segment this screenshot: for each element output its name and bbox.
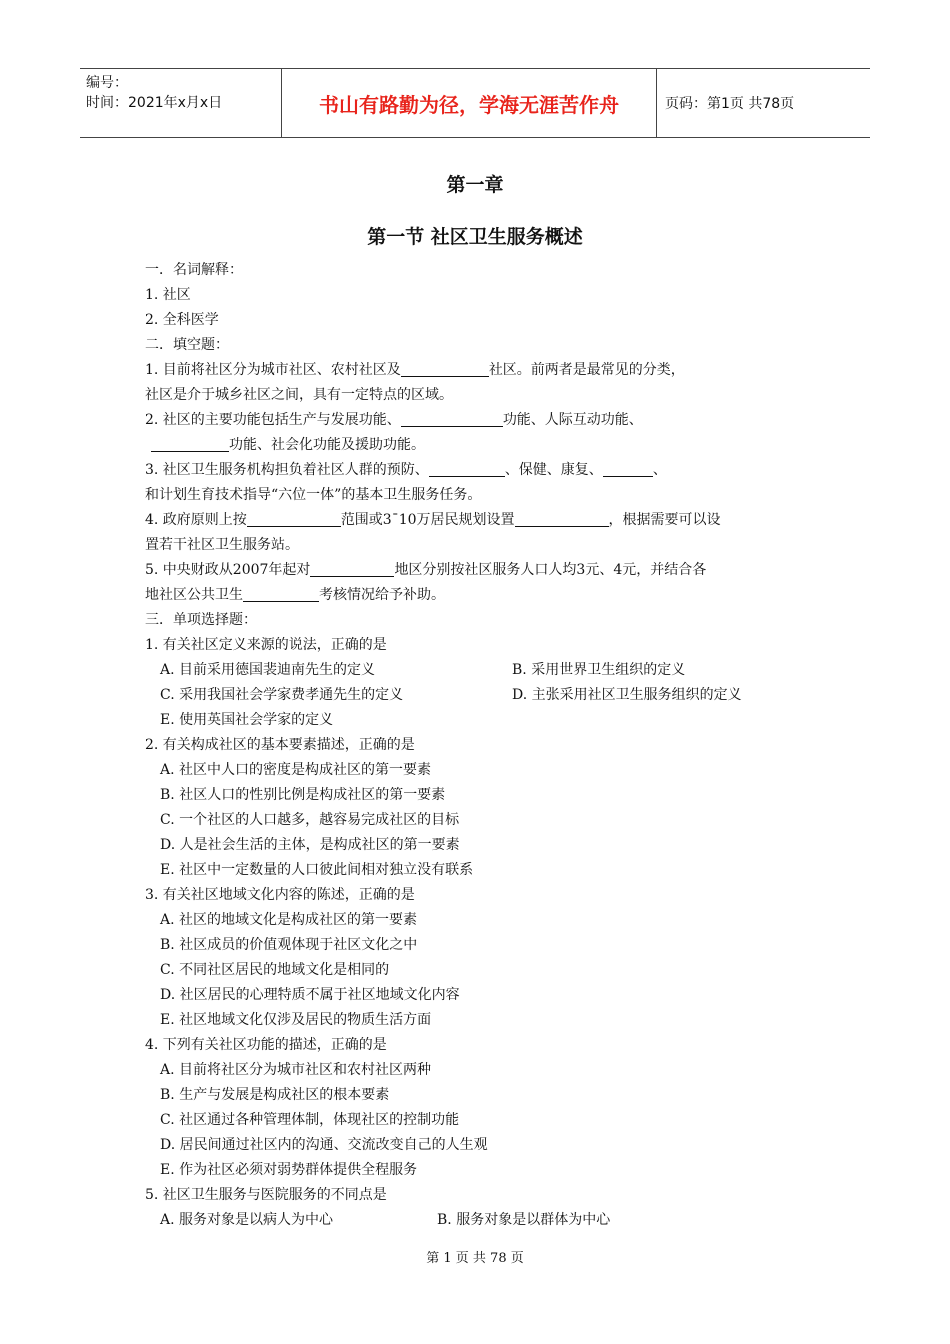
fill-q2-line2: 功能、社会化功能及援助功能。 <box>145 433 815 458</box>
term-2: 2. 全科医学 <box>145 312 219 328</box>
mc-q1-row1 <box>145 658 815 683</box>
option: E. 使用英国社会学家的定义 <box>160 712 334 728</box>
option: E. 社区地域文化仅涉及居民的物质生活方面 <box>160 1012 432 1028</box>
mc-q1-stem: 1. 有关社区定义来源的说法，正确的是 <box>145 637 387 653</box>
mc-q4-stem: 4. 下列有关社区功能的描述，正确的是 <box>145 1037 387 1053</box>
option: C. 一个社区的人口越多，越容易完成社区的目标 <box>160 812 460 828</box>
fill-blank <box>429 459 505 477</box>
fill-blank <box>243 584 319 602</box>
option: B. 社区成员的价值观体现于社区文化之中 <box>160 937 418 953</box>
option: C. 社区通过各种管理体制，体现社区的控制功能 <box>160 1112 460 1128</box>
option: E. 社区中一定数量的人口彼此间相对独立没有联系 <box>160 862 474 878</box>
option: B. 采用世界卫生组织的定义 <box>512 662 686 678</box>
fill-blank <box>401 359 489 377</box>
fill-q4-line1: 4. 政府原则上按 范围或3¯10万居民规划设置 ，根据需要可以设 <box>145 508 815 533</box>
mc-q2-stem: 2. 有关构成社区的基本要素描述，正确的是 <box>145 737 415 753</box>
option: D. 社区居民的心理特质不属于社区地域文化内容 <box>160 987 460 1003</box>
option: E. 作为社区必须对弱势群体提供全程服务 <box>160 1162 418 1178</box>
chapter-title: 第一章 <box>446 174 504 196</box>
date-label: 时间：2021年x月x日 <box>86 95 223 111</box>
document-body <box>145 258 815 1233</box>
fill-blank <box>151 434 229 452</box>
part3-title: 三．单项选择题： <box>145 612 257 628</box>
option: B. 服务对象是以群体为中心 <box>437 1212 611 1228</box>
option: B. 生产与发展是构成社区的根本要素 <box>160 1087 390 1103</box>
mc-q3-stem: 3. 有关社区地域文化内容的陈述，正确的是 <box>145 887 415 903</box>
part2-title: 二．填空题： <box>145 337 229 353</box>
header-meta <box>80 69 282 137</box>
header-motto: 书山有路勤为径，学海无涯苦作舟 <box>282 69 657 137</box>
page-header <box>80 68 870 138</box>
fill-q1-line2: 社区是介于城乡社区之间，具有一定特点的区域。 <box>145 387 453 403</box>
term-1: 1. 社区 <box>145 287 191 303</box>
fill-q3-line2: 和计划生育技术指导“六位一体”的基本卫生服务任务。 <box>145 487 482 503</box>
fill-blank <box>247 509 341 527</box>
option: A. 目前采用德国裴迪南先生的定义 <box>160 662 376 678</box>
option: A. 社区中人口的密度是构成社区的第一要素 <box>160 762 432 778</box>
number-label: 编号： <box>86 75 128 91</box>
page-footer: 第 1 页 共 78 页 <box>426 1251 524 1266</box>
mc-q1-row2 <box>145 683 815 708</box>
fill-blank <box>515 509 609 527</box>
option: C. 采用我国社会学家费孝通先生的定义 <box>160 687 404 703</box>
option: C. 不同社区居民的地域文化是相同的 <box>160 962 390 978</box>
fill-q5-line1: 5. 中央财政从2007年起对 地区分别按社区服务人口人均3元、4元，并结合各 <box>145 558 815 583</box>
option: B. 社区人口的性别比例是构成社区的第一要素 <box>160 787 446 803</box>
option: D. 居民间通过社区内的沟通、交流改变自己的人生观 <box>160 1137 488 1153</box>
mc-q5-row1 <box>145 1208 815 1233</box>
fill-q5-line2: 地社区公共卫生 考核情况给予补助。 <box>145 583 815 608</box>
option: A. 目前将社区分为城市社区和农村社区两种 <box>160 1062 432 1078</box>
option: A. 服务对象是以病人为中心 <box>160 1212 334 1228</box>
header-page-info: 页码：第1页 共78页 <box>665 96 795 112</box>
fill-blank <box>603 459 653 477</box>
fill-blank <box>401 409 503 427</box>
fill-q1-line1: 1. 目前将社区分为城市社区、农村社区及 社区。前两者是最常见的分类， <box>145 358 815 383</box>
fill-q3-line1: 3. 社区卫生服务机构担负着社区人群的预防、 、保健、康复、 、 <box>145 458 815 483</box>
mc-q5-stem: 5. 社区卫生服务与医院服务的不同点是 <box>145 1187 387 1203</box>
part1-title: 一．名词解释： <box>145 262 243 278</box>
section-title: 第一节 社区卫生服务概述 <box>367 226 583 248</box>
option: A. 社区的地域文化是构成社区的第一要素 <box>160 912 418 928</box>
fill-q2-line1: 2. 社区的主要功能包括生产与发展功能、 功能、人际互动功能、 <box>145 408 815 433</box>
fill-q4-line2: 置若干社区卫生服务站。 <box>145 537 299 553</box>
fill-blank <box>310 559 394 577</box>
option: D. 人是社会生活的主体，是构成社区的第一要素 <box>160 837 460 853</box>
option: D. 主张采用社区卫生服务组织的定义 <box>512 687 742 703</box>
